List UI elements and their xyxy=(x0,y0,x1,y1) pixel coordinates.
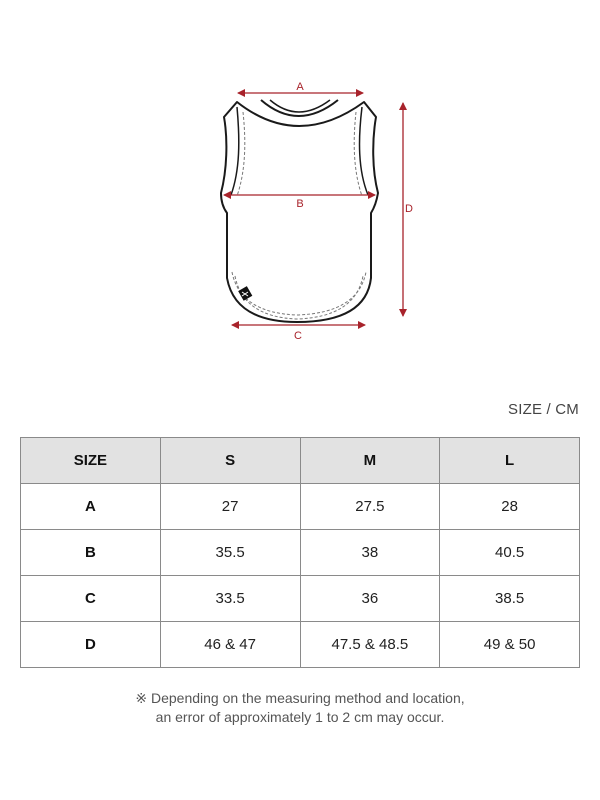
label-d: D xyxy=(405,203,413,215)
measure-labels xyxy=(294,81,413,342)
cell-value: 27 xyxy=(160,484,300,530)
armhole-binding xyxy=(231,107,368,195)
label-c: C xyxy=(294,330,302,342)
row-label: D xyxy=(21,622,161,668)
header-m: M xyxy=(300,438,440,484)
measurement-note xyxy=(0,689,600,727)
cell-value: 47.5 & 48.5 xyxy=(300,622,440,668)
row-label: A xyxy=(21,484,161,530)
note-line-2: an error of approximately 1 to 2 cm may occur. xyxy=(155,709,445,725)
stitching xyxy=(232,112,366,319)
cell-value: 36 xyxy=(300,576,440,622)
brand-label-tag xyxy=(238,286,252,301)
table-row xyxy=(21,622,580,668)
cell-value: 40.5 xyxy=(440,530,580,576)
header-size: SIZE xyxy=(21,438,161,484)
cell-value: 27.5 xyxy=(300,484,440,530)
unit-label: SIZE / CM xyxy=(508,401,579,418)
cell-value: 28 xyxy=(440,484,580,530)
cell-value: 38 xyxy=(300,530,440,576)
header-l: L xyxy=(440,438,580,484)
label-a: A xyxy=(296,81,304,93)
table-row xyxy=(21,484,580,530)
label-b: B xyxy=(296,198,304,210)
cell-value: 46 & 47 xyxy=(160,622,300,668)
cell-value: 33.5 xyxy=(160,576,300,622)
table-row xyxy=(21,530,580,576)
note-line-1: ※ Depending on the measuring method and location, xyxy=(135,690,465,706)
cell-value: 49 & 50 xyxy=(440,622,580,668)
garment-diagram xyxy=(0,0,600,360)
cell-value: 35.5 xyxy=(160,530,300,576)
header-s: S xyxy=(160,438,300,484)
measure-arrows xyxy=(224,93,403,325)
row-label: B xyxy=(21,530,161,576)
row-label: C xyxy=(21,576,161,622)
size-table xyxy=(20,437,580,668)
table-row xyxy=(21,576,580,622)
table-header-row xyxy=(21,438,580,484)
cell-value: 38.5 xyxy=(440,576,580,622)
